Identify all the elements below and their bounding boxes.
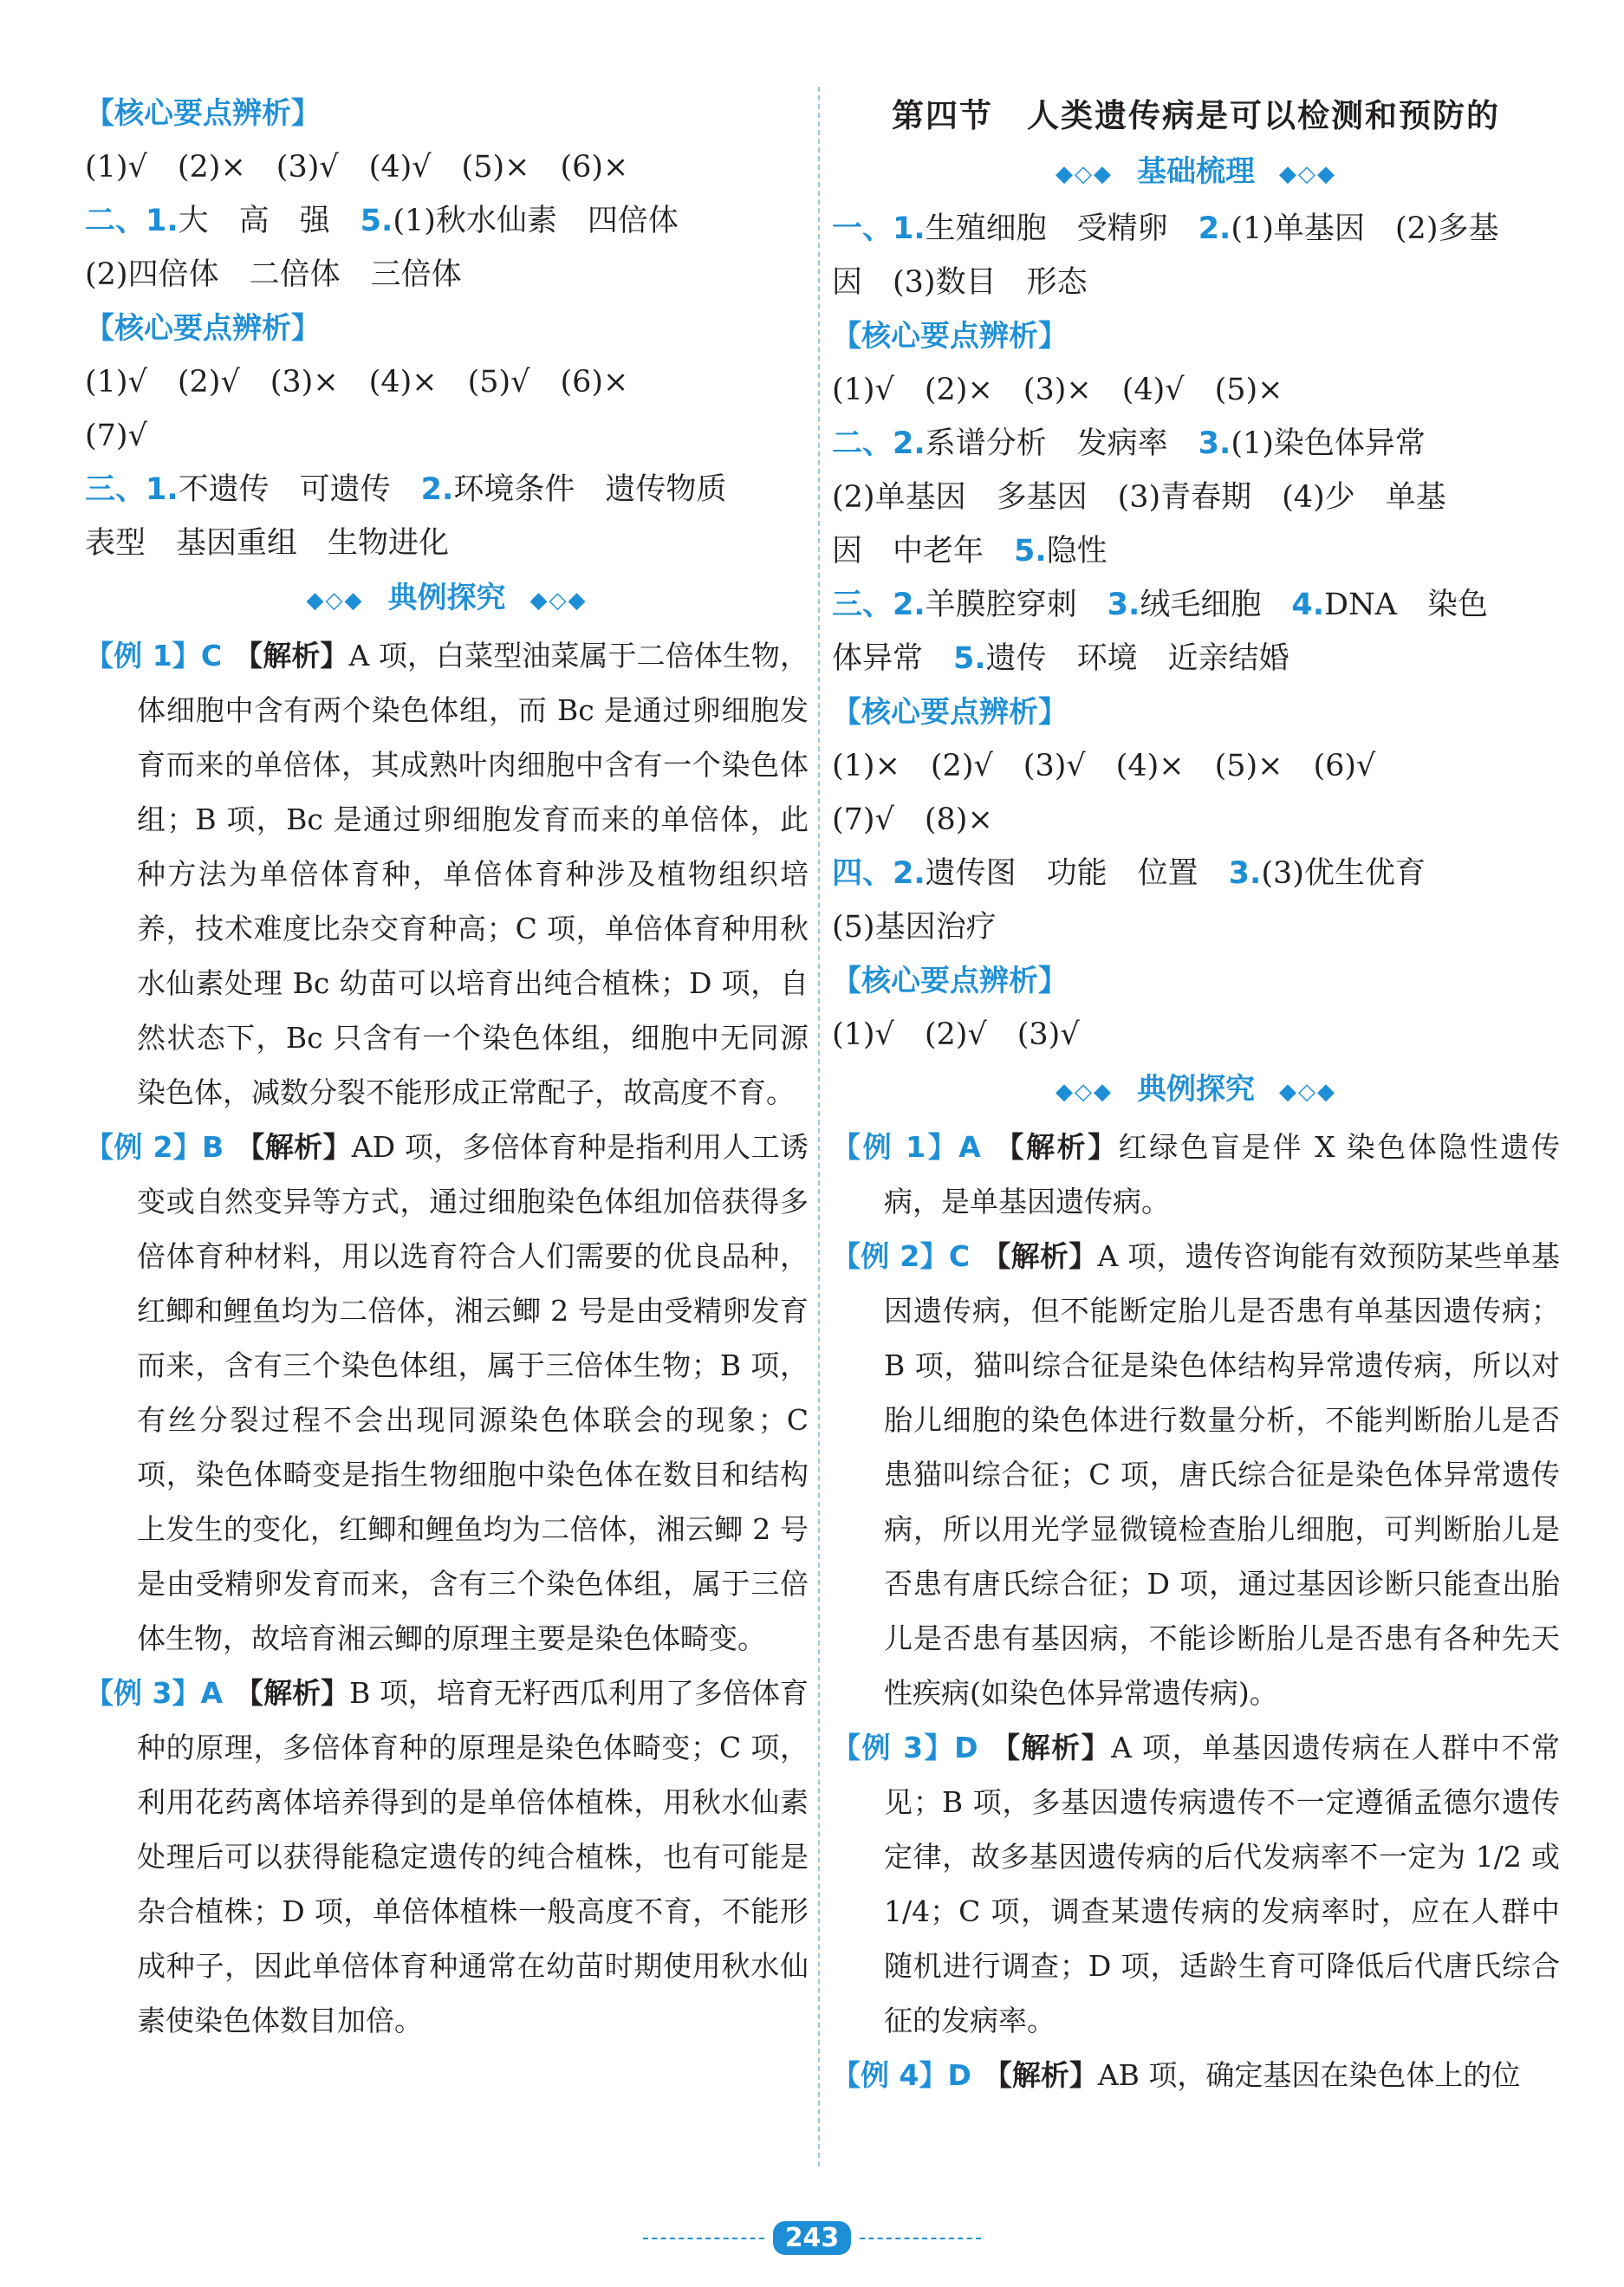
answer-line: 四、2.遗传图 功能 位置 3.(3)优生优育	[832, 856, 1426, 891]
answer-line: (1)√ (2)√ (3)√	[832, 1017, 1080, 1052]
answer-line: 三、1.不遗传 可遗传 2.环境条件 遗传物质	[85, 472, 727, 507]
left-column	[85, 87, 809, 2048]
answer-line: 二、1.大 高 强 5.(1)秋水仙素 四倍体	[85, 204, 679, 238]
example-3: 【例 3】D 【解析】A 项，单基因遗传病在人群中不常见；B 项，多基因遗传病遗传不一定遵循孟德尔遗传定律，故多基因遗传病的后代发病率不一定为 1/2 或 1/4；C 项，调查某遗传病的发病率时，应在人群中随机进行调查；D 项，适龄生育可降低后代唐氏综合征的发病率。	[832, 1731, 1561, 2037]
example-1: 【例 1】C 【解析】A 项，白菜型油菜属于二倍体生物，体细胞中含有两个染色体组，而 Bc 是通过卵细胞发育而来的单倍体，其成熟叶肉细胞中含有一个染色体组；B 项，Bc 是通过卵细胞发育而来的单倍体，此种方法为单倍体育种，单倍体育种涉及植物组织培养，技术难度比杂交育种高；C 项，单倍体育种用秋水仙素处理 Bc 幼苗可以培育出纯合植株；D 项，自然状态下，Bc 只含有一个染色体组，细胞中无同源染色体，减数分裂不能形成正常配子，故高度不育。	[85, 639, 809, 1109]
right-column	[832, 87, 1560, 2102]
answer-line: 一、1.生殖细胞 受精卵 2.(1)单基因 (2)多基	[832, 211, 1499, 246]
diamond-dots-icon: ◆◇◆	[505, 588, 588, 614]
example-4: 【例 4】D 【解析】AB 项，确定基因在染色体上的位	[832, 2058, 1521, 2092]
diamond-dots-icon: ◆◇◆	[1056, 1079, 1137, 1105]
answer-line: (1)× (2)√ (3)√ (4)× (5)× (6)√	[832, 749, 1376, 783]
section-banner: ◆◇◆ 典例探究 ◆◇◆	[306, 581, 588, 615]
section-banner: ◆◇◆ 典例探究 ◆◇◆	[1056, 1072, 1336, 1107]
answer-line: (7)√	[85, 419, 147, 453]
answer-line: 三、2.羊膜腔穿刺 3.绒毛细胞 4.DNA 染色	[832, 588, 1488, 622]
answer-line: 表型 基因重组 生物进化	[85, 526, 450, 561]
example-2: 【例 2】B 【解析】AD 项，多倍体育种是指利用人工诱变或自然变异等方式，通过细胞染色体组加倍获得多倍体育种材料，用以选育符合人们需要的优良品种，红鲫和鲤鱼均为二倍体，湘云鲫 2 号是由受精卵发育而来，含有三个染色体组，属于三倍体生物；B 项，有丝分裂过程不会出现同源染色体联会的现象；C 项，染色体畸变是指生物细胞中染色体在数目和结构上发生的变化，红鲫和鲤鱼均为二倍体，湘云鲫 2 号是由受精卵发育而来，含有三个染色体组，属于三倍体生物，故培育湘云鲫的原理主要是染色体畸变。	[85, 1130, 809, 1655]
answer-line: 体异常 5.遗传 环境 近亲结婚	[832, 641, 1289, 676]
answer-line: (5)基因治疗	[832, 910, 997, 945]
section-heading: 【核心要点辨析】	[85, 311, 321, 346]
footer-line	[643, 2238, 764, 2239]
section-heading: 【核心要点辨析】	[85, 96, 321, 131]
answer-line: (1)√ (2)× (3)√ (4)√ (5)× (6)×	[85, 150, 629, 185]
example-2: 【例 2】C 【解析】A 项，遗传咨询能有效预防某些单基因遗传病，但不能断定胎儿是否患有单基因遗传病；B 项，猫叫综合征是染色体结构异常遗传病，所以对胎儿细胞的染色体进行数量分析，不能判断胎儿是否患猫叫综合征；C 项，唐氏综合征是染色体异常遗传病，所以用光学显微镜检查胎儿细胞，可判断胎儿是否患有唐氏综合征；D 项，通过基因诊断只能查出胎儿是否患有基因病，不能诊断胎儿是否患有各种先天性疾病(如染色体异常遗传病)。	[832, 1239, 1561, 1710]
footer-line	[860, 2238, 981, 2239]
section-banner: ◆◇◆ 基础梳理 ◆◇◆	[1056, 154, 1336, 189]
diamond-dots-icon: ◆◇◆	[306, 588, 388, 614]
answer-line: 二、2.系谱分析 发病率 3.(1)染色体异常	[832, 426, 1426, 461]
example-3: 【例 3】A 【解析】B 项，培育无籽西瓜利用了多倍体育种的原理，多倍体育种的原理是染色体畸变；C 项，利用花药离体培养得到的是单倍体植株，用秋水仙素处理后可以获得能稳定遗传的纯合植株，也有可能是杂合植株；D 项，单倍体植株一般高度不育，不能形成种子，因此单倍体育种通常在幼苗时期使用秋水仙素使染色体数目加倍。	[85, 1676, 809, 2037]
section-heading: 【核心要点辨析】	[832, 695, 1068, 730]
diamond-dots-icon: ◆◇◆	[1255, 1079, 1336, 1105]
diamond-dots-icon: ◆◇◆	[1056, 161, 1137, 187]
answer-line: (2)四倍体 二倍体 三倍体	[85, 257, 462, 292]
answer-line: 因 (3)数目 形态	[832, 265, 1088, 300]
page-number: 243	[773, 2221, 852, 2255]
section-heading: 【核心要点辨析】	[832, 964, 1068, 998]
answer-line: (1)√ (2)√ (3)× (4)× (5)√ (6)×	[85, 365, 629, 400]
diamond-dots-icon: ◆◇◆	[1255, 161, 1336, 187]
answer-line: 因 中老年 5.隐性	[832, 534, 1108, 569]
answer-line: (7)√ (8)×	[832, 802, 993, 837]
column-divider	[818, 87, 820, 2167]
answer-line: (1)√ (2)× (3)× (4)√ (5)×	[832, 373, 1283, 407]
page-footer	[0, 2221, 1624, 2255]
section-title: 第四节 人类遗传病是可以检测和预防的	[892, 96, 1500, 134]
answer-line: (2)单基因 多基因 (3)青春期 (4)少 单基	[832, 480, 1446, 515]
example-1: 【例 1】A 【解析】红绿色盲是伴 X 染色体隐性遗传病，是单基因遗传病。	[832, 1130, 1560, 1218]
section-heading: 【核心要点辨析】	[832, 319, 1068, 354]
